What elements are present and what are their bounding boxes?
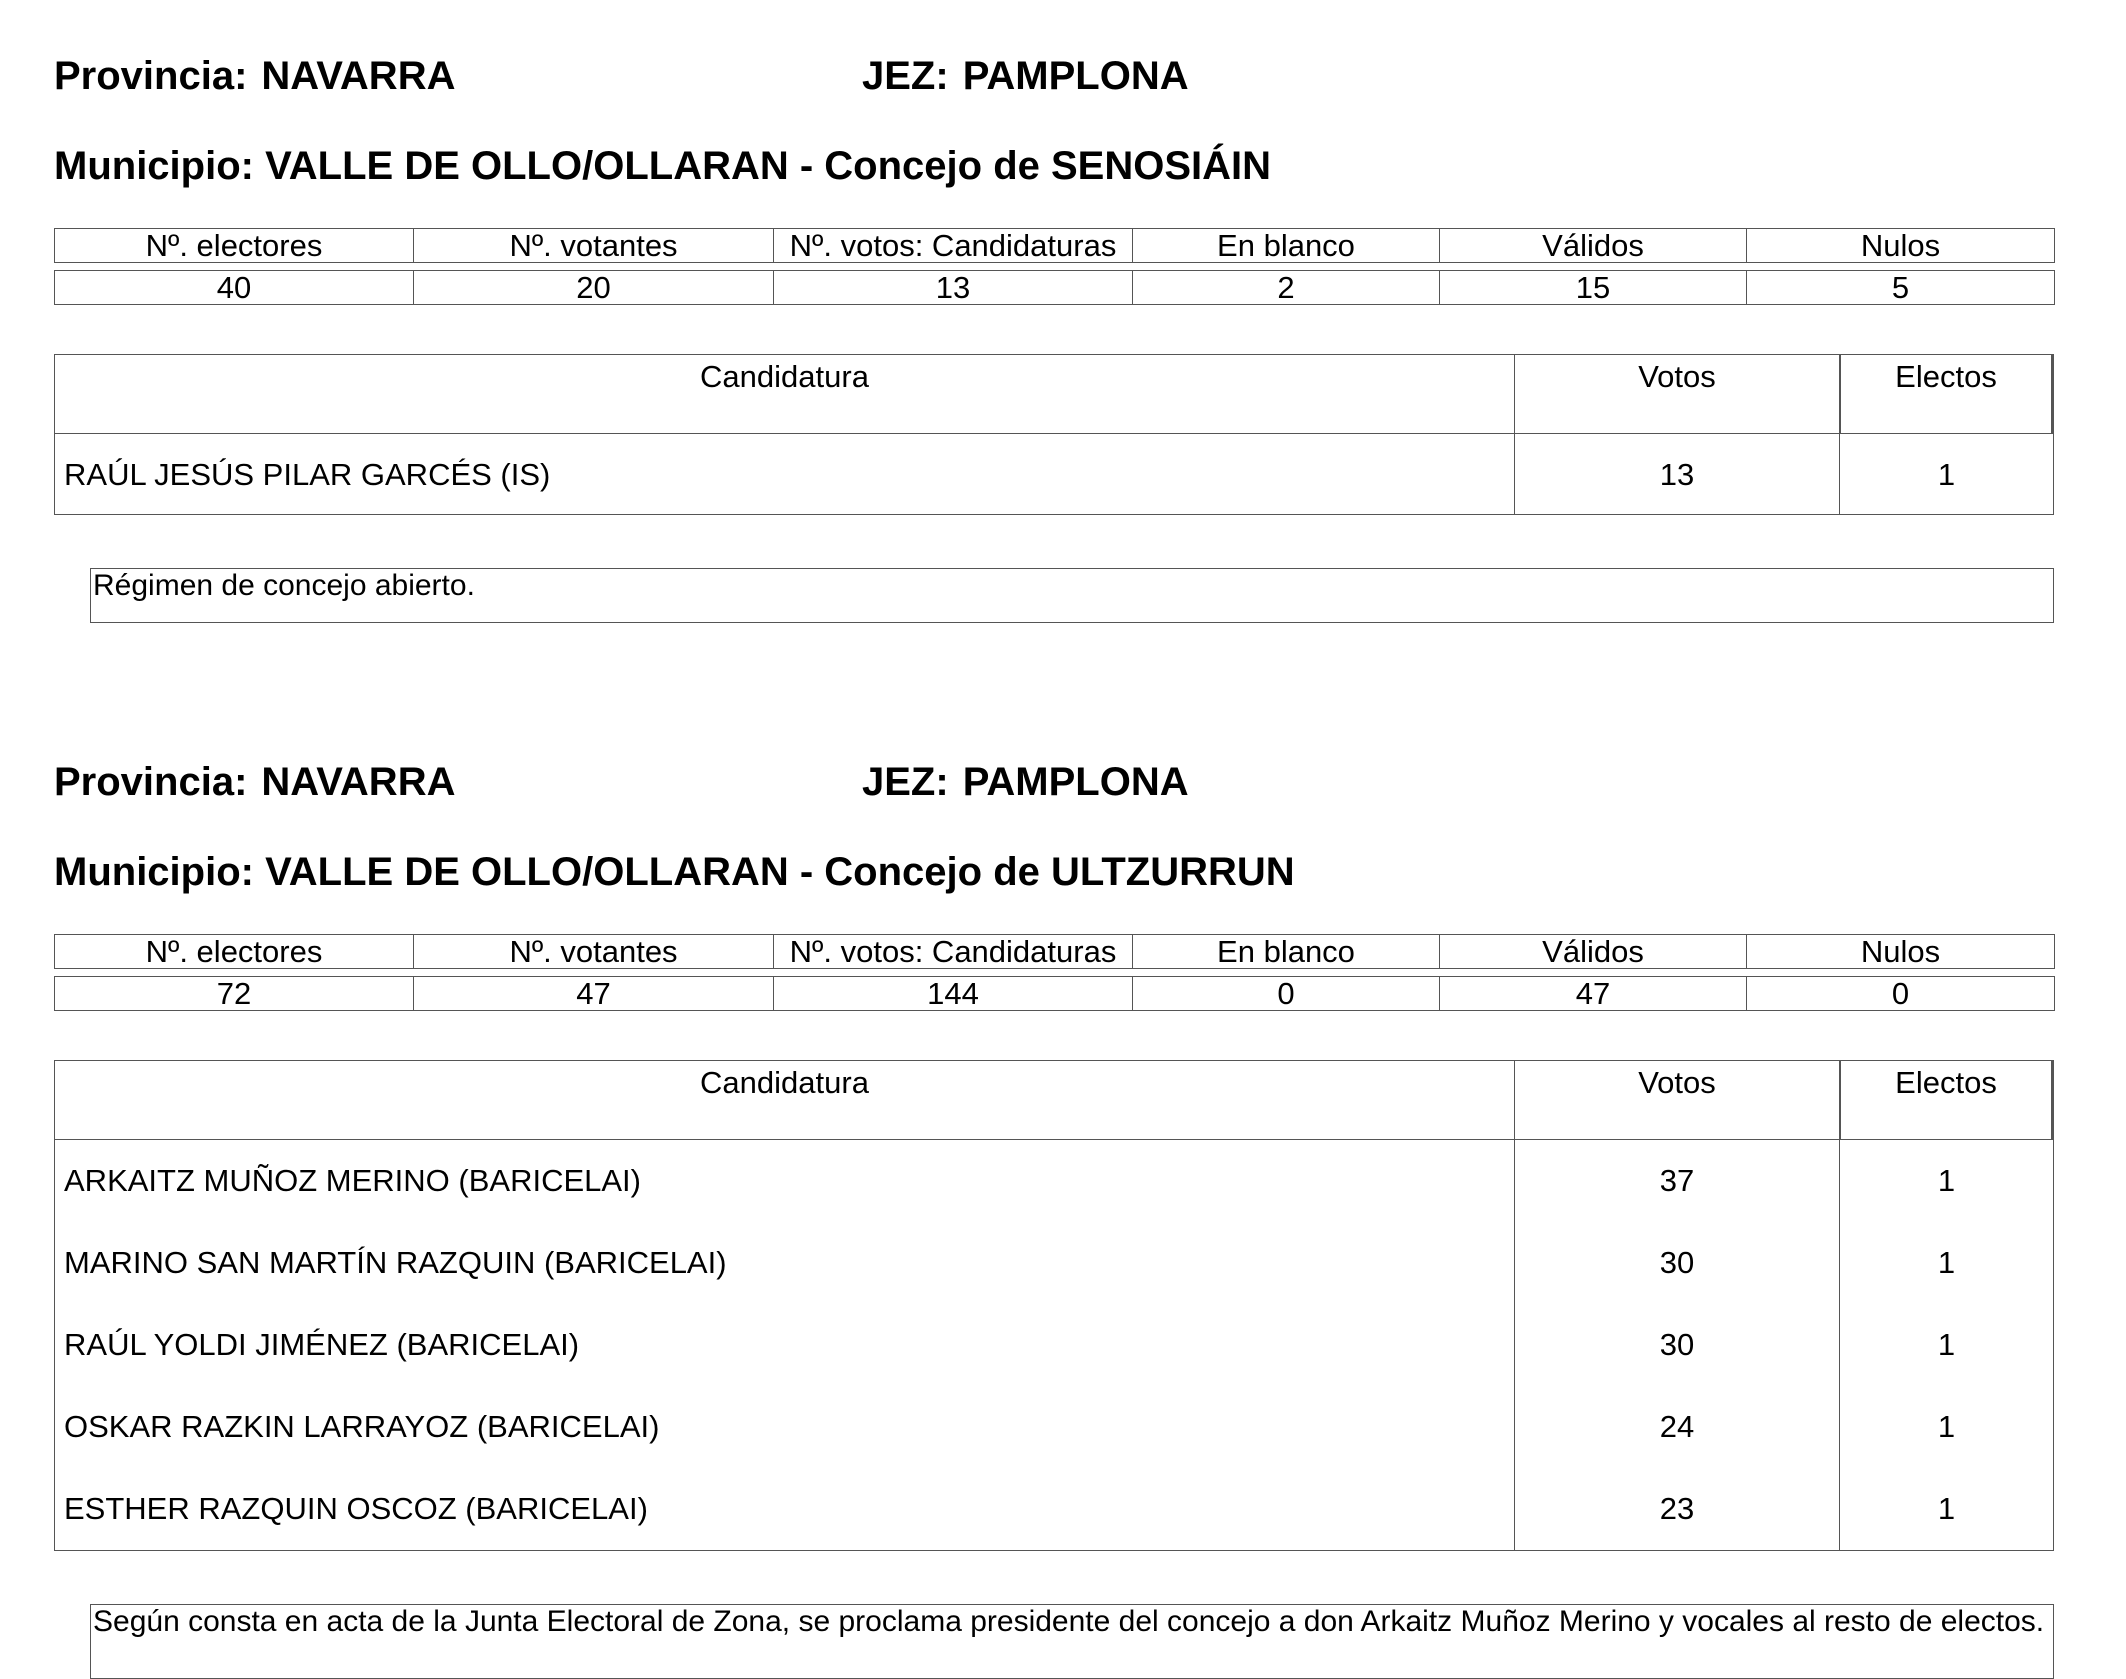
table-row (55, 1140, 2053, 1222)
table-row (55, 1304, 2053, 1386)
stats-header-cell: Nº. votantes (414, 229, 774, 263)
electos-header: Electos (1839, 1061, 2053, 1139)
candidate-name: RAÚL JESÚS PILAR GARCÉS (IS) (64, 457, 551, 492)
stats-header-cell: En blanco (1133, 935, 1440, 969)
candidate-votos: 37 (1514, 1140, 1839, 1222)
candidate-electos: 1 (1839, 1386, 2053, 1468)
provincia-value: NAVARRA (261, 54, 456, 98)
stats-value-cell: 15 (1440, 271, 1747, 305)
jez-heading (862, 762, 1189, 802)
table-row (55, 1468, 2053, 1550)
stats-header-cell: En blanco (1133, 229, 1440, 263)
candidate-votos: 30 (1514, 1304, 1839, 1386)
stats-value-cell: 72 (55, 977, 414, 1011)
stats-header-cell: Nulos (1747, 935, 2055, 969)
concejo-note: Según consta en acta de la Junta Electoral de Zona, se proclama presidente del concejo a don Arkaitz Muñoz Merino y vocales al resto de electos. (90, 1604, 2054, 1679)
votos-header: Votos (1514, 1061, 1839, 1139)
jez-label: JEZ: (862, 54, 949, 98)
votos-header: Votos (1514, 355, 1839, 433)
table-row (55, 1222, 2053, 1304)
candidates-table (54, 1060, 2054, 1551)
candidate-votos: 24 (1514, 1386, 1839, 1468)
provincia-heading (54, 56, 455, 96)
stats-value-cell: 13 (774, 271, 1133, 305)
stats-value-row (55, 271, 2055, 305)
stats-header-cell: Nº. electores (55, 229, 414, 263)
stats-value-table (54, 270, 2055, 305)
stats-header-cell: Nº. votantes (414, 935, 774, 969)
stats-value-cell: 0 (1133, 977, 1440, 1011)
stats-value-cell: 40 (55, 271, 414, 305)
stats-value-cell: 47 (414, 977, 774, 1011)
candidate-votos: 23 (1514, 1468, 1839, 1550)
stats-value-cell: 47 (1440, 977, 1747, 1011)
stats-header-cell: Nº. votos: Candidaturas (774, 935, 1133, 969)
stats-header-cell: Válidos (1440, 935, 1747, 969)
jez-heading (862, 56, 1189, 96)
concejo-note: Régimen de concejo abierto. (90, 568, 2054, 623)
provincia-label: Provincia: (54, 760, 248, 804)
candidate-votos: 13 (1514, 434, 1839, 515)
candidate-electos: 1 (1839, 1304, 2053, 1386)
candidates-table (54, 354, 2054, 515)
stats-header-row (55, 229, 2055, 263)
candidates-header-row (55, 1061, 2053, 1140)
candidate-electos: 1 (1839, 1140, 2053, 1222)
stats-header-row (55, 935, 2055, 969)
municipio-heading: Municipio: VALLE DE OLLO/OLLARAN - Concejo de ULTZURRUN (54, 850, 1295, 894)
candidate-name: MARINO SAN MARTÍN RAZQUIN (BARICELAI) (64, 1245, 727, 1280)
stats-value-table (54, 976, 2055, 1011)
stats-header-cell: Nº. votos: Candidaturas (774, 229, 1133, 263)
candidate-electos: 1 (1839, 1468, 2053, 1550)
stats-header-cell: Nulos (1747, 229, 2055, 263)
candidate-name: OSKAR RAZKIN LARRAYOZ (BARICELAI) (64, 1409, 660, 1444)
municipio-heading: Municipio: VALLE DE OLLO/OLLARAN - Concejo de SENOSIÁIN (54, 144, 1272, 188)
stats-header-cell: Válidos (1440, 229, 1747, 263)
candidatura-header: Candidatura (700, 1065, 869, 1100)
stats-value-cell: 5 (1747, 271, 2055, 305)
jez-value: PAMPLONA (962, 760, 1189, 804)
stats-value-row (55, 977, 2055, 1011)
candidate-electos: 1 (1839, 434, 2053, 515)
provincia-label: Provincia: (54, 54, 248, 98)
stats-header-table (54, 934, 2055, 969)
provincia-heading (54, 762, 455, 802)
stats-value-cell: 144 (774, 977, 1133, 1011)
stats-value-cell: 2 (1133, 271, 1440, 305)
stats-value-cell: 0 (1747, 977, 2055, 1011)
stats-header-table (54, 228, 2055, 263)
candidate-name: ESTHER RAZQUIN OSCOZ (BARICELAI) (64, 1491, 648, 1526)
candidatura-header: Candidatura (700, 359, 869, 394)
candidate-name: ARKAITZ MUÑOZ MERINO (BARICELAI) (64, 1163, 641, 1198)
candidate-name: RAÚL YOLDI JIMÉNEZ (BARICELAI) (64, 1327, 580, 1362)
jez-label: JEZ: (862, 760, 949, 804)
provincia-value: NAVARRA (261, 760, 456, 804)
candidates-header-row (55, 355, 2053, 434)
table-row (55, 434, 2053, 515)
stats-header-cell: Nº. electores (55, 935, 414, 969)
table-row (55, 1386, 2053, 1468)
stats-value-cell: 20 (414, 271, 774, 305)
jez-value: PAMPLONA (962, 54, 1189, 98)
candidate-electos: 1 (1839, 1222, 2053, 1304)
candidate-votos: 30 (1514, 1222, 1839, 1304)
electos-header: Electos (1839, 355, 2053, 433)
